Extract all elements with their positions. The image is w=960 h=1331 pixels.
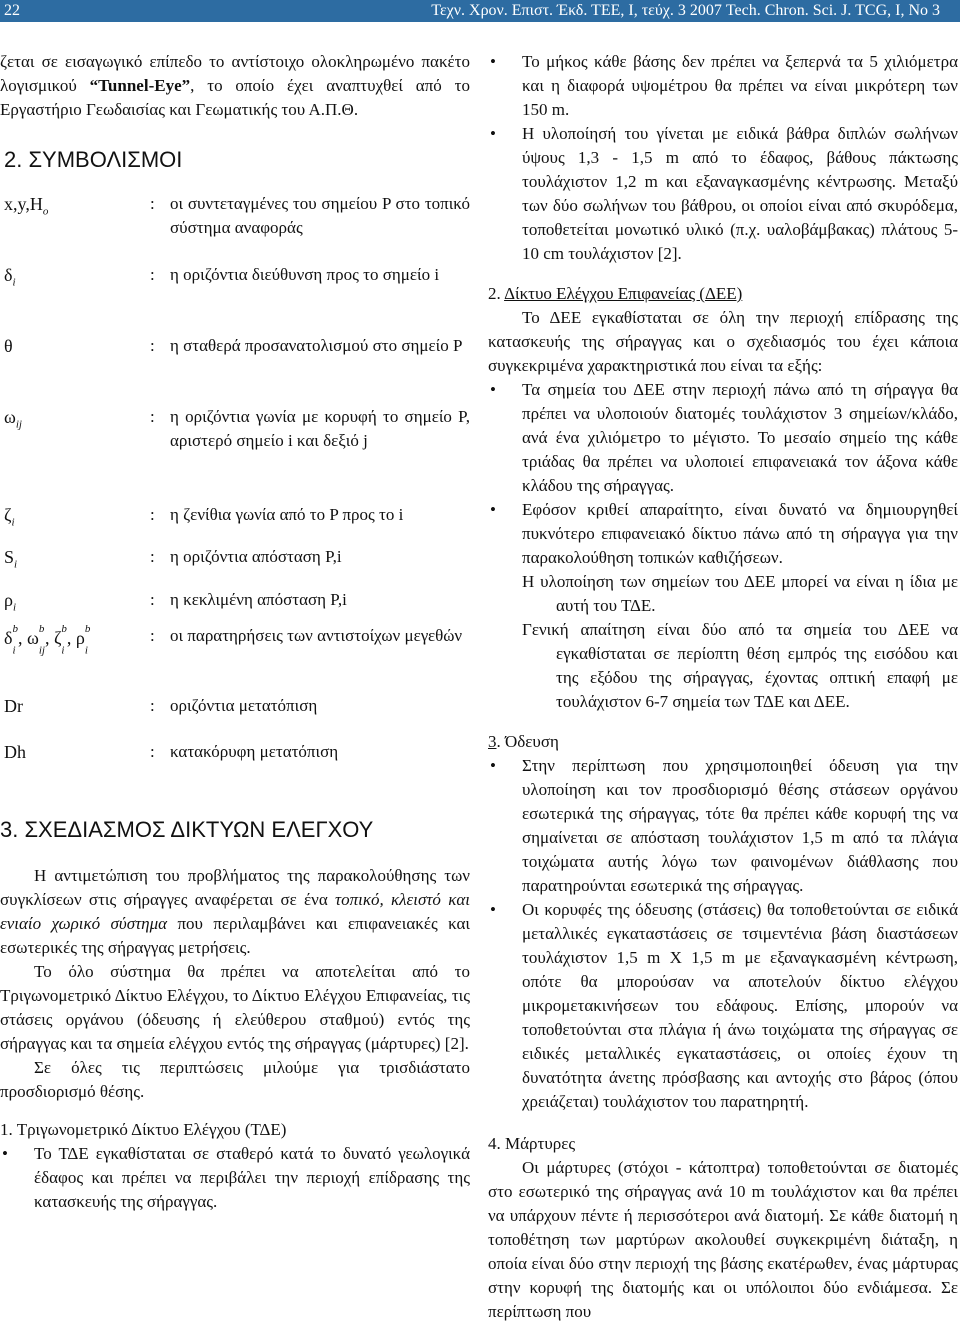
paragraph: Οι μάρτυρες (στόχοι - κάτοπτρα) τοποθετούνται σε διατομές στο εσωτερικό της σήραγγας ανά 10 m τουλάχιστον και θα πρέπει να υπάρχουν πέντε ή περισσότεροι ανά διατομή. Σε κάθε διατομή η τοποθέτηση των μαρτύρων ακολουθεί συγκεκριμένη διάταξη, η οποία είναι δύο στην περιοχή της βάσης εκατέρωθεν, ένας μάρτυρας στην κορυφή της διατομής και οι υπόλοιποι δύο ενδιάμεσα. Σε περίπτωση που	[488, 1158, 958, 1321]
list-item: • Οι κορυφές της όδευσης (στάσεις) θα τοποθετούνται σε ειδικά μεταλλικές εγκαταστάσεις σε τσιμεντένια βάση διαστάσεων τουλάχιστον 1,5 m X 1,5 m με εξαναγκασμένη κέντρωση, οπότε θα μπορούσαν να αποτελούν δίκτυο ελέγχου μικρομετακινήσεων του εδάφους. Επίσης, μπορούν να τοποθετούνται στα πλάγια ή άνω τοιχώματα της σήραγγας σε ειδικές μεταλλικές εγκαταστάσεις, οι οποίες έχουν τη δυνατότητα άνετης πρόσβασης και αντοχής στο βάρος (όπου χρειάζεται) τουλάχιστον του παρατηρητή.	[488, 898, 958, 1114]
subsection-2-title: 2. Δίκτυο Ελέγχου Επιφανείας (ΔΕΕ)	[488, 284, 743, 303]
list-item: • Στην περίπτωση που χρησιμοποιηθεί όδευση για την υλοποίηση και τον προσδιορισμό θέσης στάσεων οργάνου εσωτερικά της σήραγγας, τότε θα πρέπει κάθε κορυφή της να σημαίνεται σε απόσταση τουλάχιστον 1,5 m από τα πλάγια τοιχώματα αυτής λόγω των φαινομένων διάθλασης που παρατηρούνται εσωτερικά της σήραγγας.	[488, 754, 958, 898]
page-number: 22	[4, 2, 20, 19]
symbol-row: $\rho_i$ : η κεκλιμένη απόσταση P,i	[4, 590, 347, 614]
bullet-list	[488, 754, 958, 1114]
section-2-title: 2. ΣΥΜΒΟΛΙΣΜΟΙ	[4, 147, 183, 172]
paragraph: Γενική απαίτηση είναι δύο από τα σημεία του ΔΕΕ να εγκαθίσταται σε περίοπτη θέση εμπρός της εισόδου και της εξόδου της σήραγγας, έχοντας οπτική επαφή με τουλάχιστον 6-7 σημεία των ΤΔΕ και ΔΕΕ.	[522, 620, 958, 711]
section-3-title: 3. ΣΧΕΔΙΑΣΜΟΣ ΔΙΚΤΥΩΝ ΕΛΕΓΧΟΥ	[0, 817, 374, 842]
symbol-row: $x,y,H_o$ : οι συντεταγμένες του σημείου P στο τοπικό σύστημα αναφοράς	[4, 194, 470, 237]
paragraph: Η αντιμετώπιση του προβλήματος της παρακολούθησης των συγκλίσεων στις σήραγγες αναφέρεται σε ένα τοπικό, κλειστό και ενιαίο χωρικό σύστημα που περιλαμβάνει και επιφανειακές και εσωτερικές της σήραγγας μετρήσεις.	[0, 866, 470, 957]
intro-paragraph: ζεται σε εισαγωγικό επίπεδο το αντίστοιχο ολοκληρωμένο πακέτο λογισμικού “Tunnel-Eye”, το οποίο έχει αναπτυχθεί από το Εργαστήριο Γεωδαισίας και Γεωματικής του Α.Π.Θ.	[0, 52, 470, 119]
list-item: • Το ΤΔΕ εγκαθίσταται σε σταθερό κατά το δυνατό γεωλογικά έδαφος και πρέπει να περιβάλει την περιοχή επίδρασης της κατασκευής της σήραγγας.	[0, 1142, 470, 1214]
list-item: • Το μήκος κάθε βάσης δεν πρέπει να ξεπερνά τα 5 χιλιόμετρα και η διαφορά υψομέτρου θα πρέπει να είναι μικρότερη των 150 m.	[488, 50, 958, 122]
bullet-list	[0, 1142, 470, 1214]
symbol-row: θ : η σταθερά προσανατολισμού στο σημείο P	[4, 336, 463, 356]
list-item: • Τα σημεία του ΔΕΕ στην περιοχή πάνω από τη σήραγγα θα πρέπει να υλοποιούν διατομές τουλάχιστον 3 σημείων/κλάδο, ανά ένα χιλιόμετρο το μέγιστο. Το μεσαίο σημείο της κάθε τριάδας θα πρέπει να υλοποιεί επιφανειακά τον άξονα κάθε κλάδου της σήραγγας.	[488, 378, 958, 498]
subsection-3-title: 3. Όδευση	[488, 732, 559, 751]
list-item: • Η υλοποίησή του γίνεται με ειδικά βάθρα διπλών σωλήνων ύψους 1,3 - 1,5 m από το έδαφος, βάθους πάκτωσης τουλάχιστον 1,2 m και εξαναγκασμένης κέντρωσης. Μεταξύ των δύο σωλήνων του βάθρου, οι οποίοι είναι από σκυρόδεμα, τοποθετείται μονωτικό υλικό (π.χ. υαλοβάμβακας) πλάτους 5-10 cm τουλάχιστον [2].	[488, 122, 958, 266]
symbol-row: $\omega_{ij}$ : η οριζόντια γωνία με κορυφή το σημείο P, αριστερό σημείο i και δεξιό j	[4, 407, 470, 450]
right-column	[488, 50, 958, 1324]
symbol-row: Dr : οριζόντια μετατόπιση	[4, 696, 318, 716]
paragraph: Το όλο σύστημα θα πρέπει να αποτελείται από το Τριγωνομετρικό Δίκτυο Ελέγχου, το Δίκτυο Ελέγχου Επιφανείας, τις στάσεις οργάνου (όδευσης ή ελεύθερου σταθμού) εντός της σήραγγας και τα σημεία ελέγχου εντός της σήραγγας (μάρτυρες) [2].	[0, 962, 470, 1053]
bullet-list	[488, 50, 958, 266]
symbol-row-observations: $\delta^b$ $_i$, $\omega^b$ $_{ij}$, $\zeta^b$ $_i$, $\rho^b$ $_i$ : οι παρατηρήσεις των αντιστοίχων μεγεθών	[4, 623, 463, 657]
bullet-list	[488, 378, 958, 570]
paragraph: Σε όλες τις περιπτώσεις μιλούμε για τρισδιάστατο προσδιορισμό θέσης.	[0, 1058, 470, 1101]
left-column	[0, 50, 470, 1214]
symbol-row: $\delta_i$ : η οριζόντια διεύθυνση προς το σημείο i	[4, 265, 440, 289]
symbol-row: $S_i$ : η οριζόντια απόσταση P,i	[4, 547, 342, 571]
journal-header	[0, 0, 960, 22]
symbol-list	[4, 192, 470, 780]
subsection-1-title: 1. Τριγωνομετρικό Δίκτυο Ελέγχου (ΤΔΕ)	[0, 1120, 287, 1139]
symbol-row: Dh : κατακόρυφη μετατόπιση	[4, 742, 339, 762]
paragraph: Το ΔΕΕ εγκαθίσταται σε όλη την περιοχή επίδρασης της κατασκευής της σήραγγας και ο σχεδιασμός του έχει κάποια συγκεκριμένα χαρακτηριστικά που είναι τα εξής:	[488, 308, 958, 375]
software-name: “Tunnel-Eye”	[89, 76, 191, 95]
symbol-row: $\zeta_i$ : η ζενίθια γωνία από το P προς το i	[4, 505, 404, 529]
list-item: • Εφόσον κριθεί απαραίτητο, είναι δυνατό να δημιουργηθεί πυκνότερο επιφανειακό δίκτυο πάνω από τη σήραγγα για την παρακολούθηση τοπικών καθιζήσεων.	[488, 498, 958, 570]
subsection-4-title: 4. Μάρτυρες	[488, 1134, 576, 1153]
paragraph: Η υλοποίηση των σημείων του ΔΕΕ μπορεί να είναι η ίδια με αυτή του ΤΔΕ.	[522, 572, 958, 615]
journal-title: Τεχν. Χρον. Επιστ. Έκδ. ΤΕΕ, Ι, τεύχ. 3 2007 Tech. Chron. Sci. J. TCG, I, No 3	[431, 2, 940, 19]
